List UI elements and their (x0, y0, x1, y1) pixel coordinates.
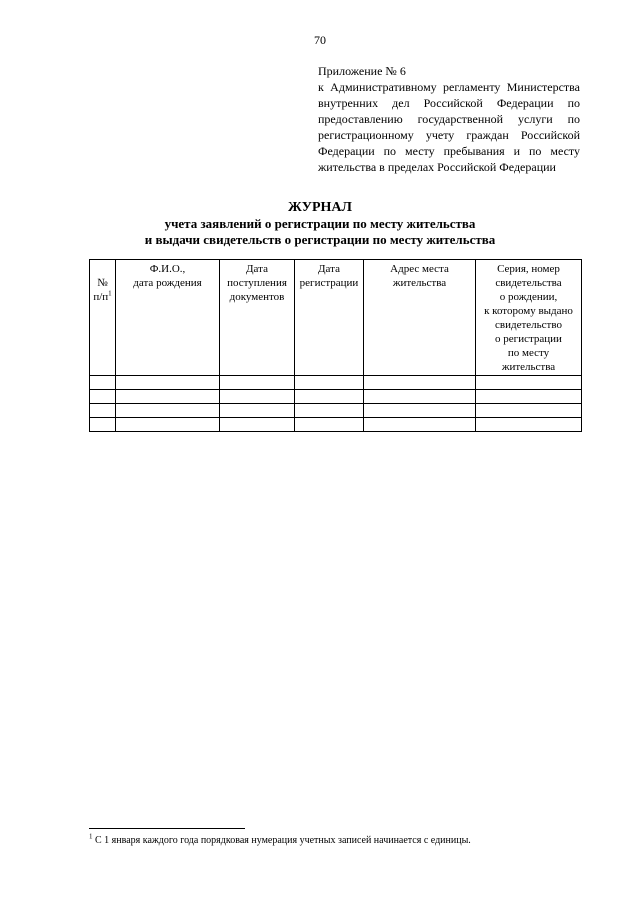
header-receipt-date (220, 260, 295, 376)
appendix-line: предоставлению государственной услуги по (318, 112, 580, 126)
header-line: поступления (227, 277, 287, 289)
header-line: Ф.И.О., (149, 263, 186, 275)
table-cell (90, 376, 116, 390)
header-line: свидетельство (495, 319, 562, 331)
table-row (90, 376, 582, 390)
header-line: жительства (501, 361, 556, 373)
header-line: к которому выдано (484, 305, 573, 317)
appendix-line: к Административному регламенту Министерства (318, 80, 580, 94)
table-cell (476, 376, 582, 390)
table-cell (364, 418, 476, 432)
journal-table (89, 259, 582, 432)
header-line: о рождении, (499, 291, 558, 303)
header-line: Серия, номер (497, 263, 560, 275)
header-number (90, 260, 116, 376)
header-line: Дата (318, 263, 340, 275)
table-cell (476, 390, 582, 404)
appendix-line: регистрационному учету граждан Российской (318, 128, 580, 142)
table-cell (364, 390, 476, 404)
table-cell (476, 404, 582, 418)
table-header-row (90, 260, 582, 376)
table-row (90, 418, 582, 432)
table-cell (116, 390, 220, 404)
table-cell (220, 390, 295, 404)
header-line: о регистрации (495, 333, 562, 345)
header-line (90, 290, 115, 304)
header-line: № (97, 277, 108, 289)
appendix-label: Приложение № 6 (318, 64, 406, 78)
title-subtitle: учета заявлений о регистрации по месту жительства (164, 216, 476, 231)
table-cell (116, 376, 220, 390)
header-registration-date (295, 260, 364, 376)
table-cell (220, 376, 295, 390)
header-line: регистрации (299, 277, 359, 289)
table-cell (295, 418, 364, 432)
appendix-line: жительства в пределах Российской Федерации (318, 160, 556, 174)
table-cell (295, 404, 364, 418)
header-line: Дата (246, 263, 268, 275)
table-cell (90, 418, 116, 432)
header-line: дата рождения (133, 277, 202, 289)
table-cell (220, 418, 295, 432)
header-address (364, 260, 476, 376)
table-cell (364, 404, 476, 418)
appendix-line: внутренних дел Российской Федерации по (318, 96, 580, 110)
header-line: по месту (507, 347, 550, 359)
table-cell (90, 404, 116, 418)
title-main: ЖУРНАЛ (288, 200, 352, 215)
table-cell (116, 404, 220, 418)
document-title (0, 199, 640, 248)
header-line: Адрес места (390, 263, 449, 275)
table-cell (295, 390, 364, 404)
table-cell (90, 390, 116, 404)
footnote-ref: 1 (108, 289, 112, 298)
table-cell (116, 418, 220, 432)
table-row (90, 390, 582, 404)
page-number: 70 (314, 33, 326, 47)
header-name (116, 260, 220, 376)
footnote-text: С 1 января каждого года порядковая нумерация учетных записей начинается с единицы. (95, 835, 471, 846)
title-subtitle: и выдачи свидетельств о регистрации по месту жительства (144, 232, 496, 247)
header-text: п/п (93, 291, 109, 303)
header-line: документов (229, 291, 285, 303)
table-cell (220, 404, 295, 418)
footnote-marker: 1 (89, 832, 93, 841)
appendix-line: Федерации по месту пребывания и по месту (318, 144, 580, 158)
table-row (90, 404, 582, 418)
table-cell (295, 376, 364, 390)
table-cell (364, 376, 476, 390)
header-line: свидетельства (495, 277, 562, 289)
header-line: жительства (392, 277, 447, 289)
appendix-header (318, 63, 580, 175)
footnote (89, 834, 589, 847)
table-cell (476, 418, 582, 432)
header-certificate (476, 260, 582, 376)
footnote-separator (89, 828, 245, 829)
